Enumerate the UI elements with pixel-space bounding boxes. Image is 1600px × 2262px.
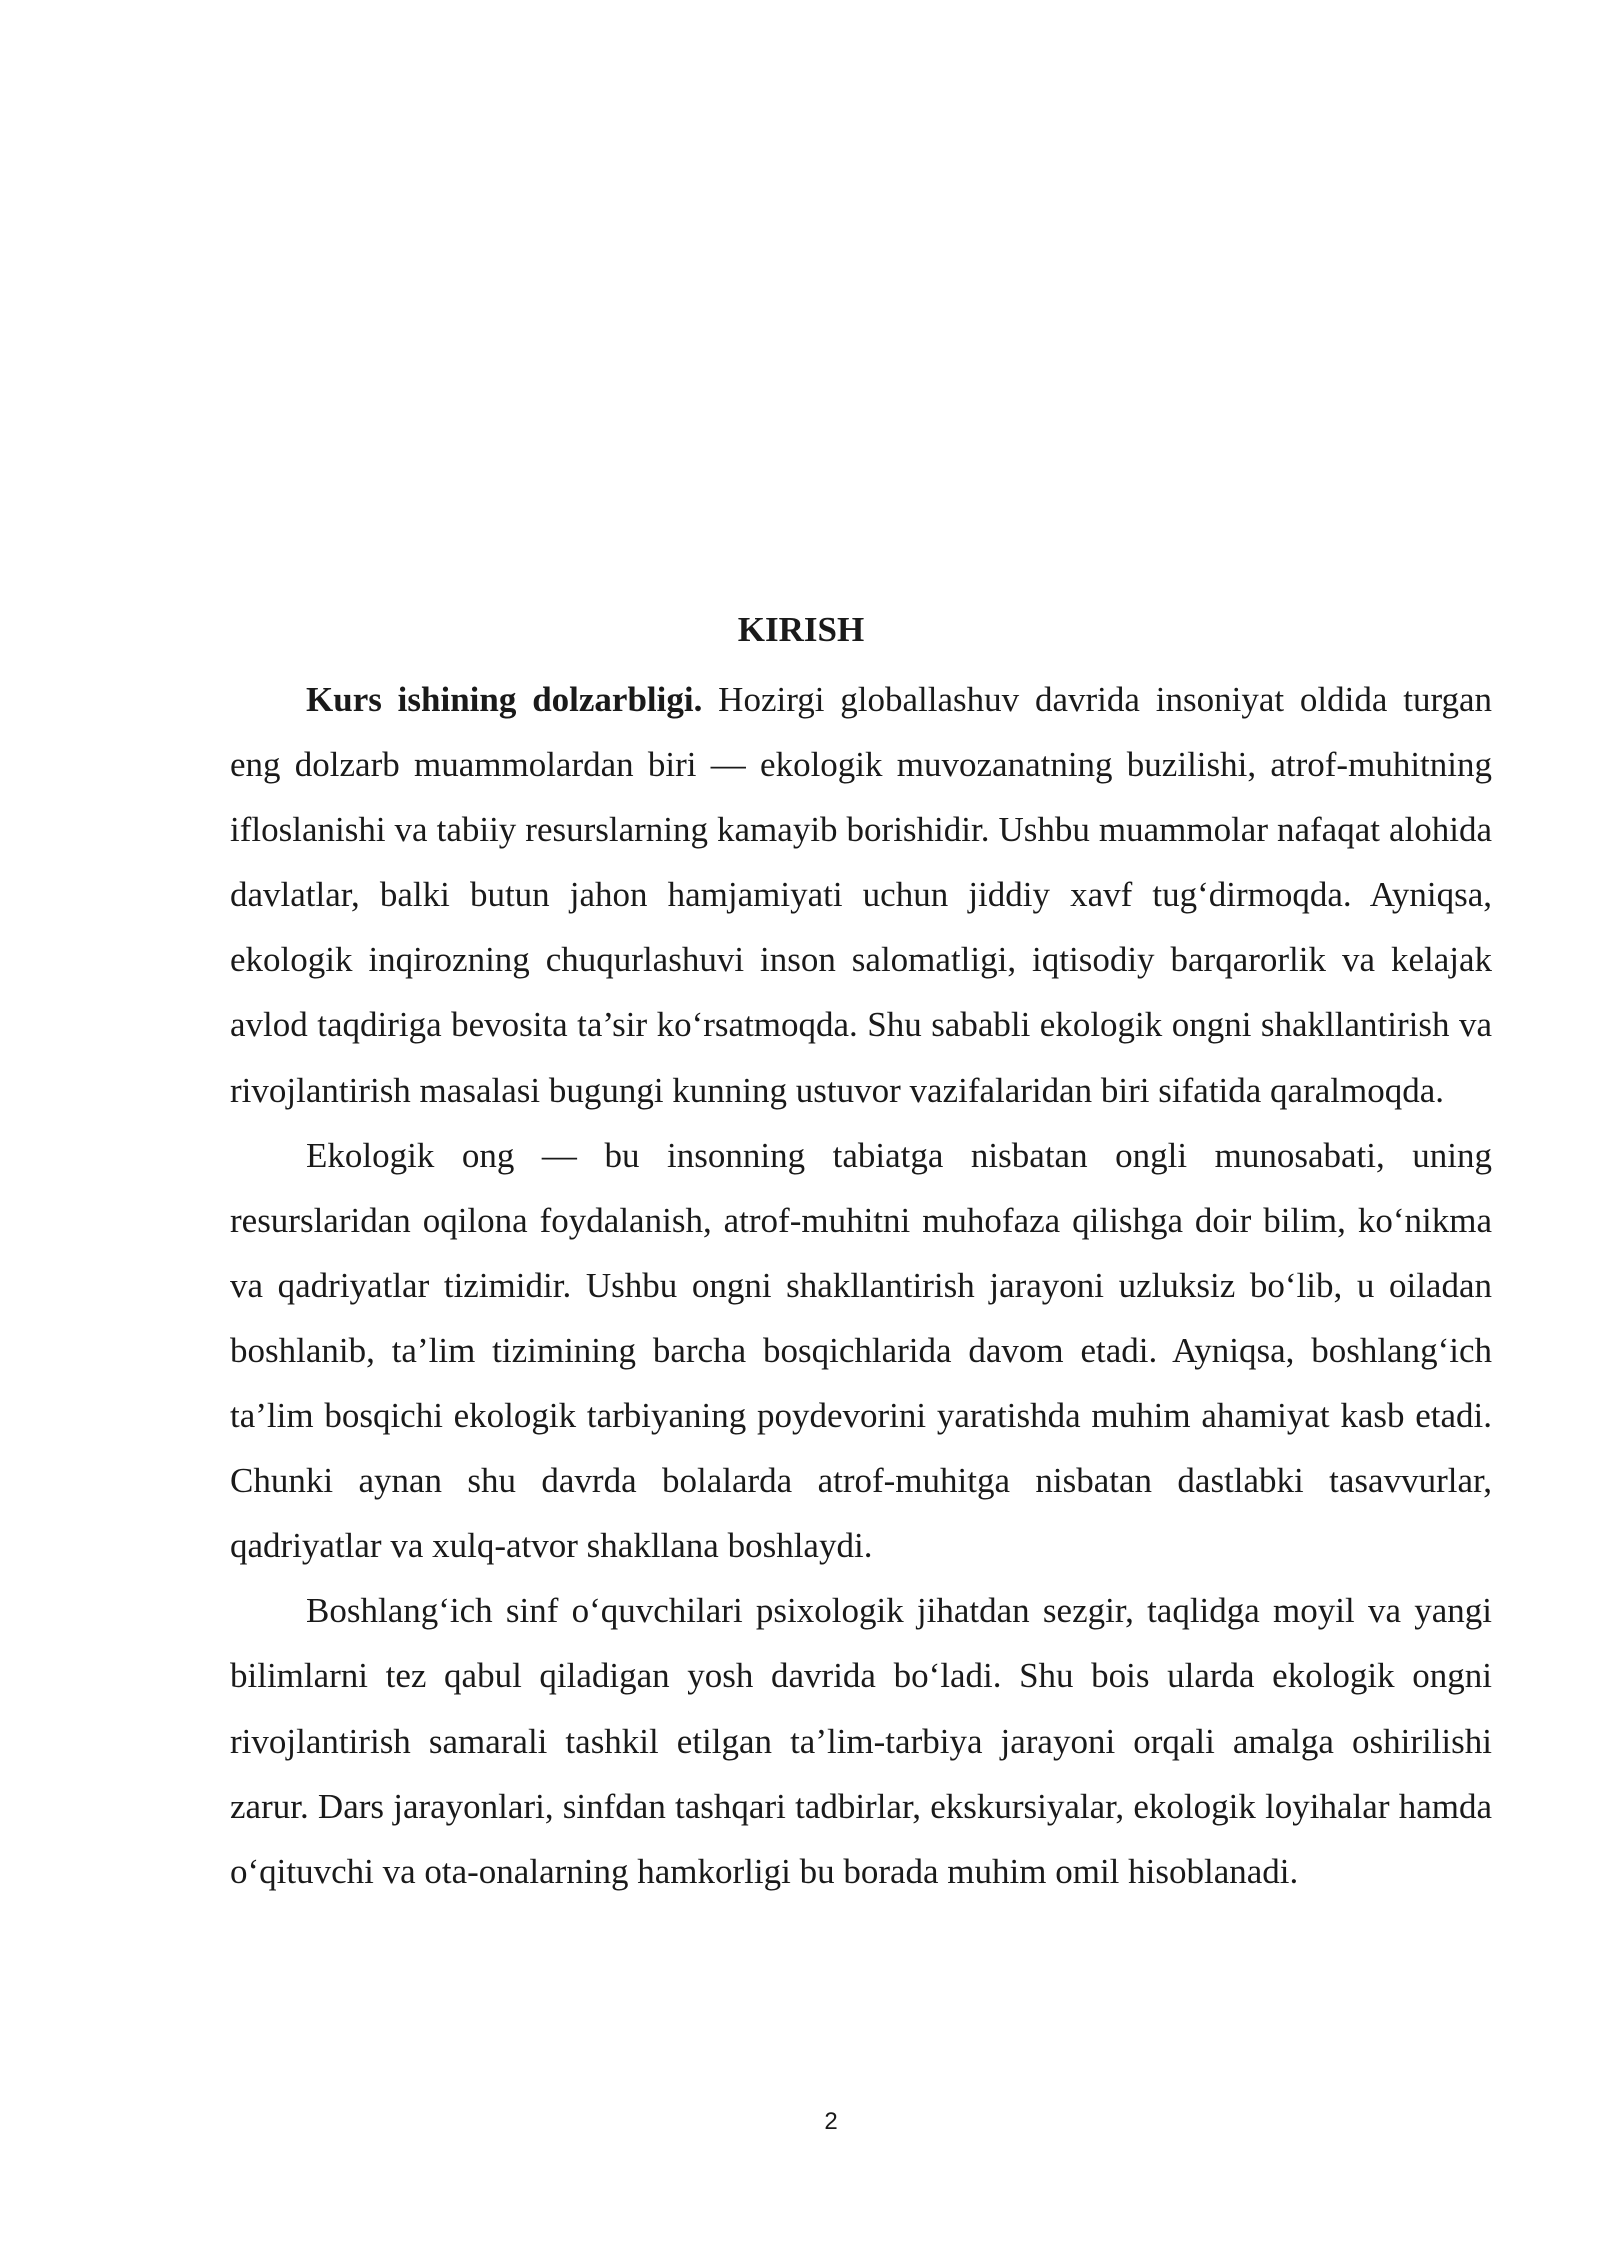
paragraph-text: Ekologik ong — bu insonning tabiatga nisbatan ongli munosabati, uning resurslaridan oqilona foydalanish, atrof-muhitni muhofaza qilishga doir bilim, ko‘nikma va qadriyatlar tizimidir. Ushbu ongni shakllantirish jarayoni uzluksiz bo‘lib, u oiladan boshlanib, ta’lim tizimining barcha bosqichlarida davom etadi. Ayniqsa, boshlang‘ich ta’lim bosqichi ekologik tarbiyaning poydevorini yaratishda muhim ahamiyat kasb etadi. Chunki aynan shu davrda bolalarda atrof-muhitga nisbatan dastlabki tasavvurlar, qadriyatlar va xulq-atvor shakllana boshlaydi. [230, 1135, 1492, 1566]
section-heading: KIRISH [737, 610, 865, 649]
paragraph-text: Boshlang‘ich sinf o‘quvchilari psixologik jihatdan sezgir, taqlidga moyil va yangi bilimlarni tez qabul qiladigan yosh davrida bo‘ladi. Shu bois ularda ekologik ongni rivojlantirish samarali tashkil etilgan ta’lim-tarbiya jarayoni orqali amalga oshirilishi zarur. Dars jarayonlari, sinfdan tashqari tadbirlar, ekskursiyalar, ekologik loyihalar hamda o‘qituvchi va ota-onalarning hamkorligi bu borada muhim omil hisoblanadi. [230, 1591, 1492, 1891]
paragraph-text: Hozirgi globallashuv davrida insoniyat oldida turgan eng dolzarb muammolardan biri — ekologik muvozanatning buzilishi, atrof-muhitning ifloslanishi va tabiiy resurslarning kamayib borishidir. Ushbu muammolar nafaqat alohida davlatlar, balki butun jahon hamjamiyati uchun jiddiy xavf tug‘dirmoqda. Ayniqsa, ekologik inqirozning chuqurlashuvi inson salomatligi, iqtisodiy barqarorlik va kelajak avlod taqdiriga bevosita ta’sir ko‘rsatmoqda. Shu sababli ekologik ongni shakllantirish va rivojlantirish masalasi bugungi kunning ustuvor vazifalaridan biri sifatida qaralmoqda. [230, 680, 1492, 1110]
paragraph-primary-pupils [230, 1578, 1492, 1903]
page-number: 2 [824, 2108, 838, 2135]
paragraph-relevance [230, 667, 1492, 1123]
paragraph-ecological-consciousness [230, 1123, 1492, 1579]
paragraph-lead: Kurs ishining dolzarbligi. [306, 680, 703, 719]
body-text [230, 667, 1492, 1904]
